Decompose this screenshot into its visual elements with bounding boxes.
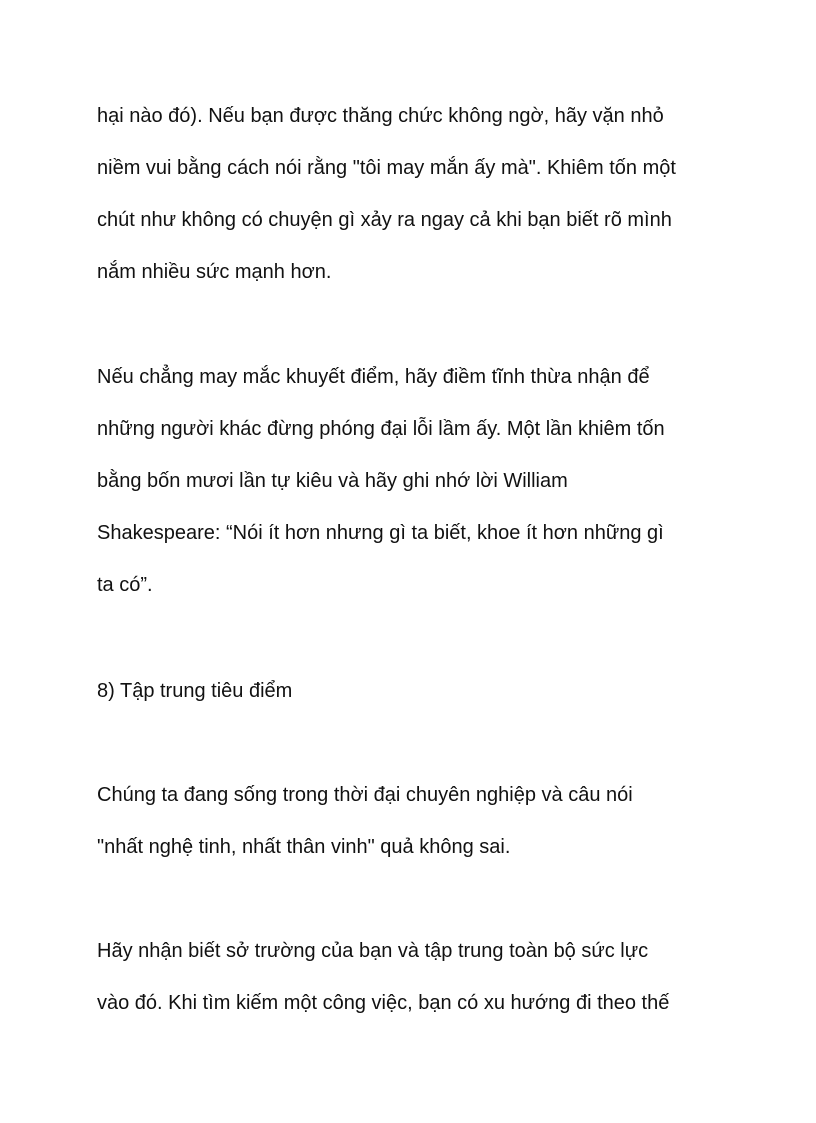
text-line: vào đó. Khi tìm kiếm một công việc, bạn có xu hướng đi theo thế bbox=[97, 992, 670, 1014]
text-line: Shakespeare: “Nói ít hơn nhưng gì ta biết, khoe ít hơn những gì bbox=[97, 522, 664, 544]
text-line: Nếu chẳng may mắc khuyết điểm, hãy điềm tĩnh thừa nhận để bbox=[97, 366, 650, 388]
text-line: chút như không có chuyện gì xảy ra ngay cả khi bạn biết rõ mình bbox=[97, 209, 672, 231]
text-line: hại nào đó). Nếu bạn được thăng chức không ngờ, hãy vặn nhỏ bbox=[97, 105, 664, 127]
text-line: "nhất nghệ tinh, nhất thân vinh" quả không sai. bbox=[97, 836, 511, 858]
text-line: Chúng ta đang sống trong thời đại chuyên nghiệp và câu nói bbox=[97, 784, 633, 806]
text-line: niềm vui bằng cách nói rằng "tôi may mắn ấy mà". Khiêm tốn một bbox=[97, 157, 676, 179]
section-heading: 8) Tập trung tiêu điểm bbox=[97, 680, 293, 702]
text-line: bằng bốn mươi lần tự kiêu và hãy ghi nhớ lời William bbox=[97, 470, 568, 492]
text-line: những người khác đừng phóng đại lỗi lầm ấy. Một lần khiêm tốn bbox=[97, 418, 665, 440]
text-line: Hãy nhận biết sở trường của bạn và tập trung toàn bộ sức lực bbox=[97, 940, 649, 962]
text-line: ta có”. bbox=[97, 574, 153, 596]
text-line: nắm nhiều sức mạnh hơn. bbox=[97, 261, 332, 283]
